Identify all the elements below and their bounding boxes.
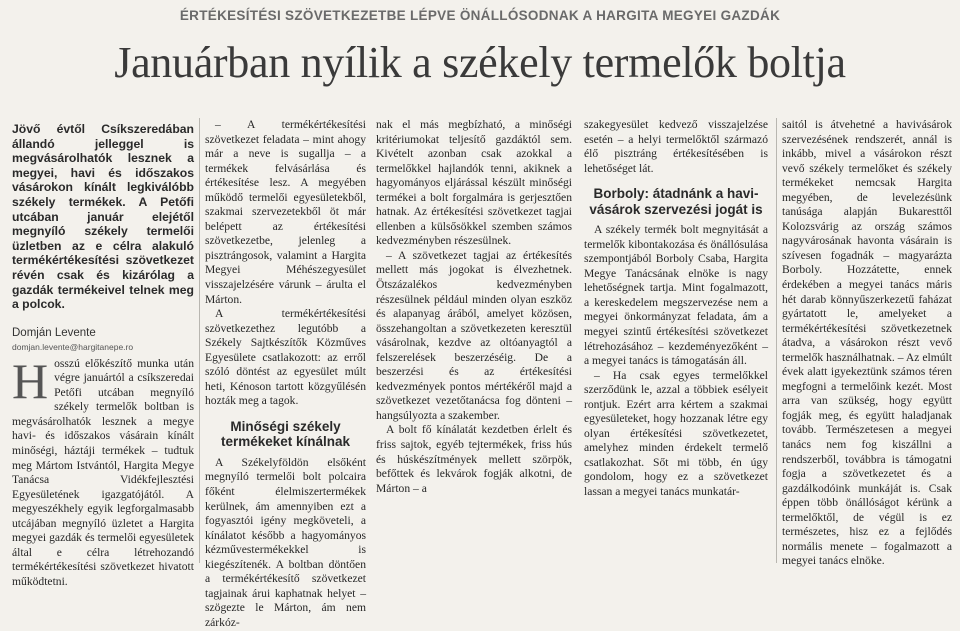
article-column-3 — [376, 118, 572, 563]
paragraph: szakegyesület kedvező visszajelzése esetén – a helyi termelőktől származó élő pisztráng értékesítésében is lehetőséget lát. — [584, 118, 768, 175]
author-email[interactable]: domjan.levente@hargitanepe.ro — [12, 341, 134, 352]
article-column-2 — [205, 118, 366, 629]
subheading: Borboly: átadnánk a havi-vásárok szervezési jogát is — [589, 186, 763, 217]
column-1-body — [12, 352, 194, 590]
paragraph: A Székelyföldön elsőként megnyíló termelői bolt polcaira főként élelmiszertermékek kerülnek, ám amennyiben ezt a fogyasztói igény megköveteli, a kínálatot később a hagyományos kézművestermékekkel is kiegészítenék. A boltban döntően a termékértékesítő szövetkezet tagjainak árui kaphatnak helyet – szögezte le Márton, ám nem zárkóz- — [205, 455, 366, 629]
subheading: Minőségi székely termékeket kínálnak — [220, 418, 351, 450]
paragraph: – Ha csak egyes termelőkkel szerződünk le, azzal a többiek esélyeit rontjuk. Ezért arra kértem a szakmai egyesületeket, hogy hozzanak létre egy olyan értékesítési szövetkezetet, amelyhez minden érdekelt termelő csatlakozhat. Sőt mi több, én úgy gondolom, hogy ez a szövetkezet lassan a megyei tanács munkatár- — [584, 368, 768, 499]
article-column-4 — [584, 118, 768, 563]
article-kicker: ÉRTÉKESÍTÉSI SZÖVETKEZETBE LÉPVE ÖNÁLLÓSODNAK A HARGITA MEGYEI GAZDÁK — [179, 8, 781, 23]
column-divider — [776, 118, 777, 563]
column-divider — [199, 118, 200, 563]
paragraph: A bolt fő kínálatát kezdetben érlelt és friss sajtok, egyéb tejtermékek, friss hús és húskészítmények mellett szörpök, befőttek és lekvárok fogják alkotni, de Márton – a — [376, 423, 572, 495]
drop-cap: H — [12, 352, 49, 409]
article-column-5 — [782, 118, 952, 568]
article-lead: Jövő évtől Csíkszeredában állandó jelleggel is megvásárolhatók lesznek a megyei, havi és időszakos vásárokon kínált legkiválóbb székely termékek. A Petőfi utcában január elejétől megnyíló székely termelői üzletben az e célra alakuló termékértékesítési szövetkezet révén csak és kizárólag a gazdák termékeivel telnek meg a polcok. — [12, 122, 194, 312]
article-column-1 — [12, 118, 194, 588]
paragraph: A termékértékesítési szövetkezethez legutóbb a Székely Sajtkészítők Közműves Egyesülete csatlakozott: az erről szóló döntést az egyesület múlt heti, Kénoson tartott közgyűlésén hozták meg a tagok. — [205, 307, 366, 408]
paragraph: A székely termék bolt megnyitását a termelők kibontakozása és önállósulása szempontjából Borboly Csaba, Hargita Megye Tanácsának elnöke is nagy lehetőségnek tartja. Mint fogalmazott, a kereskedelem megszervezése nem a megyei önkormányzat feladata, ám a megyei szintű értékesítési szövetkezet létrehozásához – kezdeményezőként – a megyei tanács is támogatásán áll. — [584, 223, 768, 368]
paragraph: saitól is átvehetné a havivásárok szervezésének rendszerét, annál is inkább, mivel a vásárokon részt vevő székely termelőket és székely termékeket nemcsak Hargita megyében, de levelezésünk tanúsága alapján Bukaresttől Kolozsvárig az ország számos nagyvárosának havonta vásárain is szívesen fogadnák – magyarázta Borboly. Hozzátette, ennek érdekében a megyei tanács máris hét darab könnyűszerkezetű faházat gyártatott le, amelyeket a termékértékesítési szövetkezetnek átadva, a vásárokon részt vevő termelők használhatnak. – Az elmúlt évek alatt igyekeztünk számos téren megfogni a termelőink kezét. Most arra van szükség, hogy együtt fogják meg, és együtt haladjanak tovább. Természetesen a megyei tanács nem fog kiszállni a rendszerből, továbbra is támogatni fogja a szövetkezetet és a gazdálkodóink munkáját is. Csak éppen több önállóságot kérünk a termelőktől, de végül is ez természetes, hisz ez a fejlődés normális menete – fogalmazott a megyei tanács elnöke. — [782, 118, 952, 568]
paragraph: nak el más megbízható, a minőségi kritériumokat teljesítő gazdáktól sem. Kivételt azonban csak azokkal a termelőkkel hajlandók tenni, akiknek a hagyományos eljárással készült minőségi termékei a bolt forgalmára is gerjesztően hatnak. Az értékesítési szövetkezet tagjai ellenben a külsősökkel szemben számos kedvezményben részesülnek. — [376, 118, 572, 248]
paragraph: – A termékértékesítési szövetkezet feladata – mint ahogy már a neve is sugallja – a termékek felvásárlása és értékesítése lesz. A megyében működő termelői egyesületekből, szakmai szervezetekből öt már belépett az értékesítési szövetkezetbe, jelenleg a pisztrángosok, valamint a Hargita Megyei Méhészegyesület visszajelzésére várunk – árulta el Márton. — [205, 118, 366, 306]
author-name: Domján Levente — [12, 326, 96, 339]
article-headline: Januárban nyílik a székely termelők boltja — [114, 38, 846, 87]
column-1-text: osszú előkészítő munka után végre januártól a csíkszeredai Petőfi utcában megnyíló székely termelők boltban is megvásárolhatók lesznek a megye havi- és időszakos vásárain kínált minőségi, háztáji termékek – tudtuk meg Mártom Istvántól, Hargita Megye Tanácsa Vidékfejlesztési Egyesületének igazgatójától. A megyeszékhely egyik legforgalmasabb utcájában megnyíló üzletet a Hargita megyei gazdák és termelői egyesületek által e célra létrehozandó termékértékesítési szövetkezet hivatott működtetni. — [12, 356, 194, 588]
paragraph: – A szövetkezet tagjai az értékesítés mellett más jogokat is élvezhetnek. Ötszázalékos kedvezményben részesülnek például minden olyan eszköz és alapanyag árából, amelyet közösen, összehangoltan a szövetkezeten keresztül vásárolnak, kezdve az oltóanyagtól a felszerelések beszerzéséig. De a beszerzési és az értékesítési kedvezmények pontos mértékéről majd a szövetkezet vezetőtanácsa fog dönteni – hangsúlyozta a szakember. — [376, 248, 572, 422]
